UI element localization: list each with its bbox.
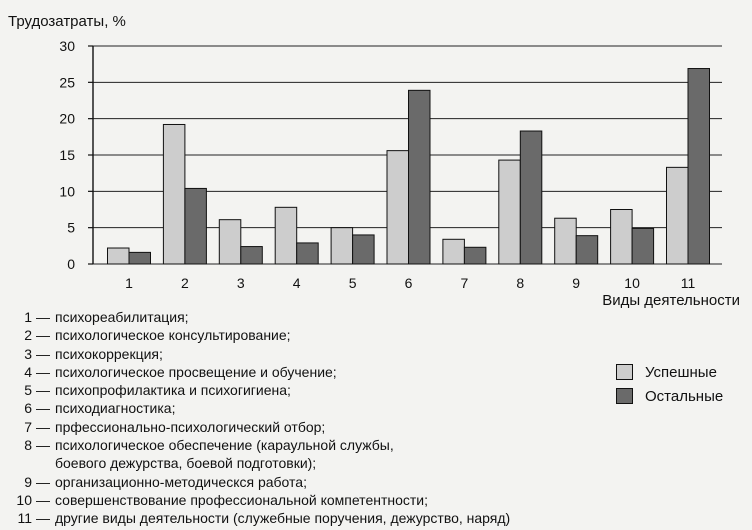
bar-1-cat-5 [331,228,353,264]
key-item-dash: — [36,309,50,325]
x-tick-label-8: 8 [516,275,525,291]
key-item-text-line: психодиагностика; [55,400,176,417]
bar-2-cat-10 [632,228,654,264]
y-tick-label-15: 15 [59,147,75,163]
key-item-2 [0,326,740,344]
y-tick-label-5: 5 [67,219,75,236]
key-item-6 [0,399,740,417]
key-item-dash: — [36,510,50,527]
x-tick-label-1: 1 [125,275,133,291]
key-item-number: 10 [16,491,32,508]
key-item-text [55,473,307,491]
bar-1-cat-11 [667,167,689,264]
tick-labels [59,38,695,291]
x-tick-label-9: 9 [572,275,581,291]
key-item-text [55,345,163,363]
key-item-5 [0,381,740,399]
key-item-number: 2 [24,327,32,344]
key-item-dash: — [36,400,50,417]
legend-label-series-2: Остальные [645,387,724,405]
key-item-text-line: психокоррекция; [55,345,163,362]
bar-2-cat-2 [185,188,207,264]
key-item-7 [0,418,740,436]
bar-2-cat-9 [576,236,598,264]
key-item-text-line: психологическое консультирование; [55,327,291,344]
key-item-11 [0,509,740,527]
key-item-number: 8 [24,437,32,454]
key-item-1 [0,308,740,326]
y-tick-label-30: 30 [59,38,75,54]
key-item-text-line: психологическое просвещение и обучение; [55,363,337,380]
key-item-text [55,491,428,509]
x-tick-label-2: 2 [181,275,189,291]
key-item-text-line: психологическое обеспечение (караульной службы, [55,437,394,454]
key-item-text [55,363,337,381]
bar-2-cat-4 [297,243,319,264]
y-axis-title: Трудозатраты, % [8,13,126,30]
key-item-text [55,509,510,527]
key-item-number: 6 [24,400,32,417]
key-item-number: 1 [24,309,32,325]
key-item-number: 3 [24,345,32,362]
x-axis-title: Виды деятельности [602,292,740,309]
y-tick-label-10: 10 [59,183,75,200]
bar-1-cat-7 [443,239,465,264]
key-item-dash: — [36,473,50,490]
key-item-dash: — [36,382,50,399]
key-item-3 [0,345,740,363]
key-item-number: 7 [24,418,32,435]
key-item-10 [0,491,740,509]
x-tick-label-3: 3 [236,275,245,291]
bar-2-cat-6 [409,90,431,264]
bar-1-cat-9 [555,218,577,264]
key-item-dash: — [36,363,50,380]
key-item-number: 5 [24,382,32,399]
x-tick-label-10: 10 [624,275,640,291]
key-item-text-line: боевого дежурства, боевой подготовки); [55,455,317,472]
bar-2-cat-11 [688,69,710,264]
y-tick-label-0: 0 [67,256,75,272]
key-item-text [55,399,175,417]
key-item-number: 11 [17,510,32,527]
key-item-dash: — [36,437,50,454]
y-tick-label-20: 20 [59,110,75,127]
bar-2-cat-8 [520,131,542,264]
x-tick-label-4: 4 [292,275,301,291]
key-item-4 [0,363,740,381]
bar-2-cat-3 [241,247,262,264]
key-item-dash: — [36,327,50,344]
key-item-dash: — [36,345,50,362]
key-item-8 [0,436,740,473]
key-item-text [55,308,189,326]
bar-2-cat-1 [129,252,151,264]
key-item-text-line: психореабилитация; [55,309,189,325]
bar-1-cat-4 [275,207,297,264]
key-item-text-line: совершенствование профессиональной компетентности; [55,491,429,508]
bar-1-cat-6 [387,151,409,264]
key-item-text-line: психопрофилактика и психогигиена; [55,382,291,399]
key-item-text [55,436,394,473]
key-item-text [55,418,325,436]
bar-1-cat-8 [499,160,521,264]
bar-2-cat-5 [353,235,375,264]
x-tick-label-7: 7 [460,275,469,291]
bar-2-cat-7 [464,247,486,264]
y-tick-label-25: 25 [59,74,75,91]
axes [88,46,93,264]
bar-1-cat-3 [219,220,241,264]
key-item-9 [0,473,740,491]
bar-1-cat-1 [108,248,130,264]
key-item-text [55,326,291,344]
key-item-dash: — [36,418,50,435]
bar-1-cat-10 [611,210,633,265]
key-item-text-line: другие виды деятельности (служебные поручения, дежурство, наряд) [55,510,511,527]
bar-1-cat-2 [163,124,185,264]
key-item-text [55,381,291,399]
key-item-number: 4 [24,363,32,380]
x-tick-label-11: 11 [680,275,696,291]
bars [108,69,710,264]
key-item-text-line: прфессионально-психологический отбор; [55,418,326,435]
activity-key-list [0,308,740,528]
legend-label-series-1: Успешные [645,363,717,381]
key-item-dash: — [36,491,50,508]
key-item-text-line: организационно-методическся работа; [55,473,307,490]
x-tick-label-5: 5 [348,275,357,291]
x-tick-label-6: 6 [404,275,413,291]
key-item-number: 9 [24,473,32,490]
